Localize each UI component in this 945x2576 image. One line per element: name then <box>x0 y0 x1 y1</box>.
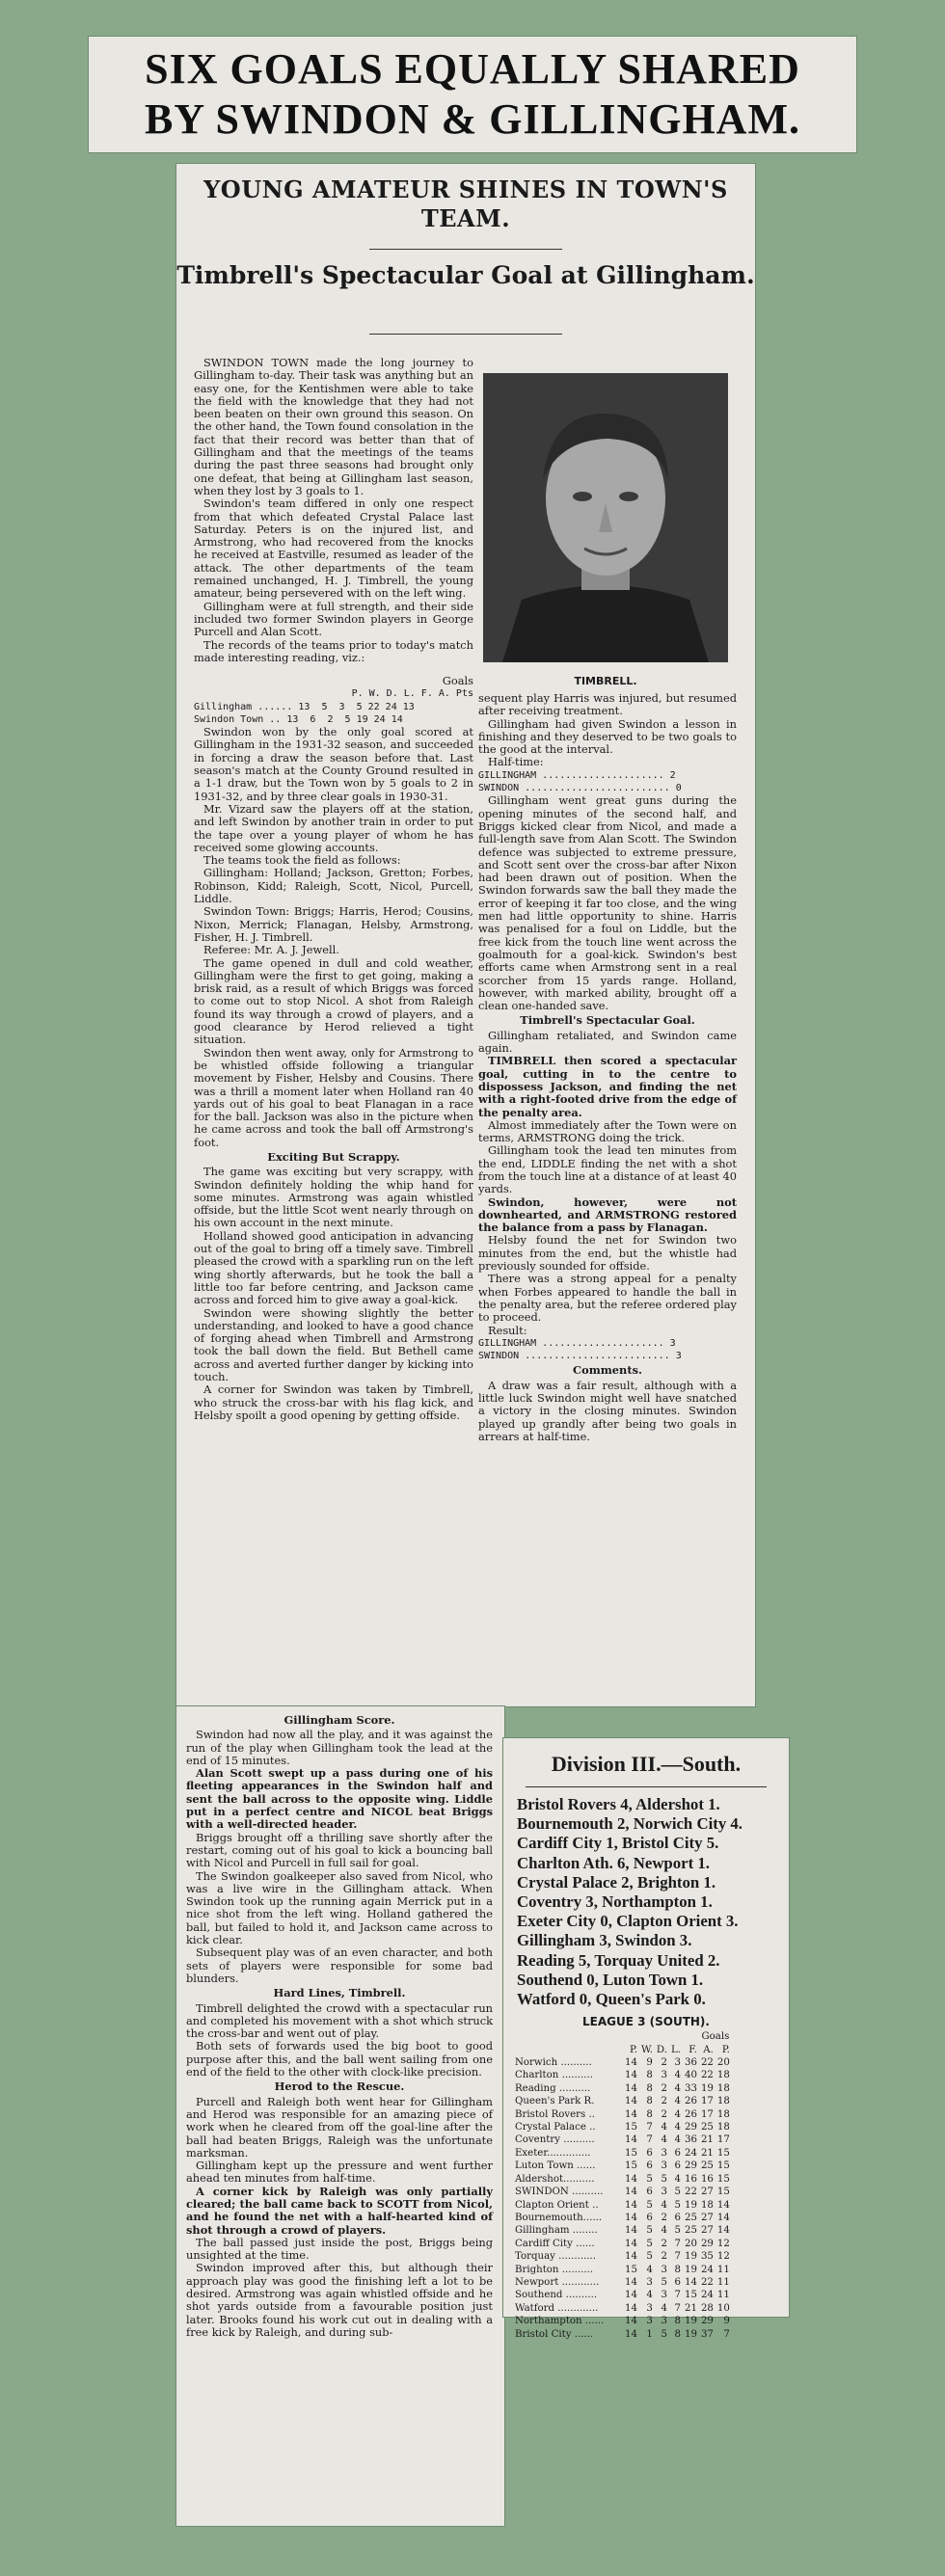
table-cell: 3 <box>661 2160 667 2172</box>
table-cell: 8 <box>674 2264 681 2275</box>
table-cell: 2 <box>661 2057 667 2069</box>
table-cell: 5 <box>646 2173 653 2185</box>
headline-line-2: BY SWINDON & GILLINGHAM. <box>145 95 800 143</box>
table-row <box>513 2212 732 2224</box>
table-cell: 26 <box>684 2108 697 2120</box>
table-cell: 1 <box>646 2328 653 2340</box>
table-cell: 24 <box>700 2264 714 2275</box>
paragraph: Swindon were showing slightly the better understanding, and looked to have a good chance of forging ahead when Timbrell and Armstrong took the ball down the field. But Bethell came across and averted further danger by kicking into touch. <box>194 1305 473 1384</box>
team-name: Newport ............ <box>515 2276 600 2288</box>
result-line: Southend 0, Luton Town 1. <box>517 1970 704 1989</box>
team-name: Clapton Orient .. <box>515 2199 599 2211</box>
table-cell: 8 <box>646 2070 653 2081</box>
table-cell: 2 <box>661 2096 667 2107</box>
division-title: Division III.—South. <box>551 1752 742 1776</box>
table-cell: 27 <box>700 2225 714 2237</box>
table-cell: 3 <box>646 2276 653 2288</box>
table-row <box>513 2289 732 2301</box>
paragraph: The Swindon goalkeeper also saved from Nicol, who was a live wire in the Gillingham attack. When Swindon took up the running again Merrick put in a nice shot from the left wing. Holland gathered the ball, but failed to hold it, and Jackson came across to kick clear. <box>186 1868 493 1947</box>
table-cell: 3 <box>646 2316 653 2327</box>
table-cell: 29 <box>700 2238 714 2249</box>
table-row <box>513 2160 732 2172</box>
table-cell: 19 <box>684 2328 697 2340</box>
team-name: Reading .......... <box>515 2082 591 2094</box>
table-cell: 15 <box>716 2187 730 2198</box>
team-name: Southend .......... <box>515 2290 598 2301</box>
headline-line-1: SIX GOALS EQUALLY SHARED <box>145 45 800 93</box>
result-line: Crystal Palace 2, Brighton 1. <box>517 1872 716 1892</box>
team-name: Bournemouth...... <box>515 2212 603 2223</box>
result-line: Bristol Rovers 4, Aldershot 1. <box>517 1795 720 1813</box>
team-name: Exeter.............. <box>515 2147 591 2159</box>
table-cell: 7 <box>674 2251 681 2263</box>
paragraph: A corner for Swindon was taken by Timbrell, who struck the cross-bar with his flag kick, and Helsby spoilt a good opening by getting offside. <box>194 1382 473 1422</box>
league-table <box>513 2030 732 2341</box>
team-name: Aldershot.......... <box>515 2173 595 2185</box>
paragraph: Almost immediately after the Town were on terms, ARMSTRONG doing the trick. <box>478 1117 737 1145</box>
paragraph: Referee: Mr. A. J. Jewell. <box>203 943 339 957</box>
table-cell: 14 <box>716 2199 730 2211</box>
table-cell: 3 <box>661 2290 667 2301</box>
table-cell: 2 <box>661 2108 667 2120</box>
league-column-header: D. <box>656 2044 667 2055</box>
table-row <box>513 2147 732 2160</box>
team-name: Torquay ............ <box>515 2251 597 2263</box>
table-cell: 14 <box>625 2070 637 2081</box>
table-cell: 4 <box>646 2264 653 2275</box>
paragraph: Swindon had now all the play, and it was against the run of the play when Gillingham took the lead at the end of 15 minutes. <box>186 1728 493 1767</box>
table-cell: 4 <box>646 2290 653 2301</box>
table-cell: 4 <box>674 2108 681 2120</box>
league-table-body <box>513 2056 732 2341</box>
crosshead-hard-lines: Hard Lines, Timbrell. <box>273 1986 406 2000</box>
subheadline-amateur: YOUNG AMATEUR SHINES IN TOWN'S TEAM. <box>203 175 728 232</box>
table-cell: 19 <box>684 2264 697 2275</box>
table-cell: 22 <box>684 2187 697 2198</box>
table-cell: 11 <box>716 2290 730 2301</box>
table-cell: 19 <box>684 2316 697 2327</box>
table-cell: 22 <box>700 2057 714 2069</box>
table-cell: 29 <box>700 2316 714 2327</box>
table-cell: 27 <box>700 2187 714 2198</box>
table-cell: 14 <box>625 2316 637 2327</box>
table-cell: 8 <box>646 2082 653 2094</box>
paragraph-bold: Alan Scott swept up a pass during one of his fleeting appearances in the Swindon half and sent the ball across to the opposite wing. Liddle put in a perfect centre and NICOL beat Briggs with a well-directed header. <box>186 1766 493 1832</box>
paragraph: There was a strong appeal for a penalty when Forbes appeared to handle the ball in the penalty area, but the referee ordered play to proceed. <box>478 1272 737 1325</box>
table-cell: 5 <box>661 2328 667 2340</box>
table-cell: 22 <box>700 2070 714 2081</box>
table-cell: 7 <box>674 2238 681 2249</box>
team-name: Gillingham ........ <box>515 2225 598 2237</box>
divider <box>369 334 562 335</box>
paragraph: A draw was a fair result, although with a little luck Swindon might well have snatched a victory in the closing minutes. Swindon played up grandly after being two goals in arrears at half-time. <box>478 1378 737 1443</box>
table-cell: 21 <box>700 2134 714 2146</box>
result-line: Coventry 3, Northampton 1. <box>517 1892 713 1912</box>
table-cell: 14 <box>625 2173 637 2185</box>
paragraph: Gillingham took the lead ten minutes from the end, LIDDLE finding the net with a shot from the touch line at a distance of at least 40 yards. <box>478 1143 737 1196</box>
table-cell: 18 <box>700 2199 714 2211</box>
table-cell: 10 <box>716 2302 730 2314</box>
table-cell: 4 <box>674 2070 681 2081</box>
table-cell: 6 <box>646 2160 653 2172</box>
table-cell: 3 <box>674 2057 681 2069</box>
result-line: Charlton Ath. 6, Newport 1. <box>517 1853 710 1872</box>
table-cell: 4 <box>661 2134 667 2146</box>
team-name: Bristol Rovers .. <box>515 2108 595 2120</box>
table-row <box>513 2264 732 2276</box>
table-row <box>513 2302 732 2315</box>
table-cell: 7 <box>646 2122 653 2133</box>
table-cell: 4 <box>661 2225 667 2237</box>
table-cell: 14 <box>625 2238 637 2249</box>
table-cell: 3 <box>661 2264 667 2275</box>
table-cell: 3 <box>661 2187 667 2198</box>
table-cell: 6 <box>646 2147 653 2159</box>
league-header-row <box>513 2044 732 2056</box>
table-row <box>513 2082 732 2095</box>
table-row <box>513 2069 732 2081</box>
paragraph: Swindon improved after this, but although their approach play was good the finishing left a lot to be desired. Armstrong was again whistled offside and he shot yards outside from a favourable position just later. Brooks found his work cut out in dealing with a free kick by Raleigh, and during sub- <box>186 2261 493 2339</box>
records-goals-label: Goals <box>442 674 473 687</box>
league-column-header <box>513 2044 623 2056</box>
table-cell: 25 <box>684 2212 697 2223</box>
result-line: Cardiff City 1, Bristol City 5. <box>517 1834 719 1853</box>
paragraph: The game opened in dull and cold weather, Gillingham were the first to get going, making a brisk raid, as a result of which Briggs was forced to come out to stop Nicol. A shot from Raleigh found its way through a crowd of players, and a good clearance by Herod relieved a tight situation. <box>194 955 473 1047</box>
table-cell: 26 <box>684 2096 697 2107</box>
result-row: SWINDON ......................... 3 <box>478 1351 682 1362</box>
crosshead-gillingham-score: Gillingham Score. <box>284 1713 395 1727</box>
crosshead-exciting: Exciting But Scrappy. <box>267 1149 400 1164</box>
table-cell: 2 <box>661 2082 667 2094</box>
table-cell: 24 <box>684 2147 697 2159</box>
result-line: Reading 5, Torquay United 2. <box>517 1950 720 1970</box>
table-row <box>513 2224 732 2237</box>
table-cell: 14 <box>684 2276 697 2288</box>
paragraph: Swindon then went away, only for Armstrong to be whistled offside following a triangular movement by Fisher, Helsby and Cousins. There was a thrill a moment later when Holland ran 40 yards out of his goal to beat Flanagan in a race for the ball. Jackson was also in the picture when he came across and took the ball off Armstrong's foot. <box>194 1045 473 1149</box>
article-clipping <box>176 164 755 1706</box>
team-name: Charlton .......... <box>515 2070 593 2081</box>
table-cell: 14 <box>625 2134 637 2146</box>
table-row <box>513 2133 732 2146</box>
table-cell: 15 <box>716 2173 730 2185</box>
table-cell: 7 <box>723 2328 730 2340</box>
column-1-top <box>194 357 473 675</box>
paragraph: Gillingham went great guns during the opening minutes of the second half, and Briggs kicked clear from Nicol, and made a full-length save from Alan Scott. The Swindon defence was subjected to extreme pressure, and Scott sent over the cross-bar after Nixon had been drawn out of position. When the Swindon forwards saw the ball they made the error of keeping it far too close, and the wing men had little opportunity to shine. Harris was penalised for a foul on Liddle, but the free kick from the touch line went across the goalmouth for a goal-kick. Swindon's best efforts came when Armstrong sent in a real scorcher from 15 yards range. Holland, however, with marked ability, brought off a clean one-handed save. <box>478 793 737 1013</box>
table-cell: 14 <box>625 2290 637 2301</box>
table-cell: 16 <box>700 2173 714 2185</box>
table-cell: 27 <box>700 2212 714 2223</box>
paragraph: Gillingham: Holland; Jackson, Gretton; Forbes, Robinson, Kidd; Raleigh, Scott, Nicol, Purcell, Liddle. <box>194 866 473 906</box>
table-cell: 19 <box>700 2082 714 2094</box>
table-cell: 22 <box>700 2276 714 2288</box>
halftime-label: Half-time: <box>488 755 544 769</box>
records-header: P. W. D. L. F. A. Pts <box>351 688 473 700</box>
result-line: Watford 0, Queen's Park 0. <box>517 1990 706 2009</box>
table-row <box>513 2315 732 2327</box>
table-cell: 14 <box>625 2276 637 2288</box>
table-cell: 9 <box>723 2316 730 2327</box>
table-cell: 17 <box>700 2108 714 2120</box>
team-name: Luton Town ...... <box>515 2160 596 2172</box>
table-cell: 33 <box>684 2082 697 2094</box>
table-row <box>513 2276 732 2289</box>
team-name: Northampton ...... <box>515 2316 605 2327</box>
table-cell: 5 <box>661 2173 667 2185</box>
halftime-row: GILLINGHAM ..................... 2 <box>478 769 676 781</box>
table-cell: 16 <box>684 2173 697 2185</box>
photo-caption: TIMBRELL. <box>574 675 637 687</box>
result-line: Exeter City 0, Clapton Orient 3. <box>517 1912 739 1931</box>
table-cell: 14 <box>625 2108 637 2120</box>
league-column-header: W. <box>640 2044 653 2055</box>
team-name: Cardiff City ...... <box>515 2238 595 2249</box>
paragraph: Gillingham kept up the pressure and went further ahead ten minutes from half-time. <box>186 2159 493 2186</box>
table-cell: 3 <box>661 2070 667 2081</box>
table-cell: 6 <box>674 2147 681 2159</box>
table-cell: 4 <box>674 2173 681 2185</box>
team-name: Coventry .......... <box>515 2134 595 2146</box>
table-cell: 6 <box>674 2160 681 2172</box>
table-cell: 8 <box>646 2096 653 2107</box>
table-cell: 12 <box>716 2238 730 2249</box>
table-cell: 17 <box>700 2096 714 2107</box>
result-line: Gillingham 3, Swindon 3. <box>517 1931 692 1950</box>
table-cell: 9 <box>646 2057 653 2069</box>
team-name: Bristol City ...... <box>515 2328 594 2340</box>
team-name: Brighton .......... <box>515 2264 594 2275</box>
table-cell: 2 <box>661 2251 667 2263</box>
paragraph: The game was exciting but very scrappy, with Swindon definitely holding the whip hand for some minutes. Armstrong was again whistled offside, but the little Scot went nearly through on his own account in the next minute. <box>194 1165 473 1230</box>
table-cell: 14 <box>716 2212 730 2223</box>
subheadline-timbrell: Timbrell's Spectacular Goal at Gillingham. <box>176 261 755 289</box>
table-cell: 11 <box>716 2264 730 2275</box>
table-cell: 14 <box>716 2225 730 2237</box>
table-cell: 25 <box>684 2225 697 2237</box>
paragraph: Swindon won by the only goal scored at Gillingham in the 1931-32 season, and succeeded in forcing a draw the season before that. Last season's match at the County Ground resulted in a 1-1 draw, but the Town won by 5 goals to 2 in 1931-32, and by three clear goals in 1930-31. <box>194 725 473 803</box>
table-cell: 4 <box>674 2082 681 2094</box>
table-cell: 14 <box>625 2096 637 2107</box>
table-cell: 11 <box>716 2276 730 2288</box>
paragraph: Both sets of forwards used the big boot to good purpose after this, and the ball went sailing from one end of the field to the other with clock-like precision. <box>186 2039 493 2080</box>
table-cell: 6 <box>674 2276 681 2288</box>
table-cell: 2 <box>661 2212 667 2223</box>
table-cell: 6 <box>646 2212 653 2223</box>
table-cell: 5 <box>674 2187 681 2198</box>
table-cell: 4 <box>674 2134 681 2146</box>
table-cell: 14 <box>625 2199 637 2211</box>
paragraph: The ball passed just inside the post, Briggs being unsighted at the time. <box>186 2235 493 2263</box>
table-cell: 25 <box>700 2160 714 2172</box>
table-cell: 7 <box>674 2302 681 2314</box>
paragraph: Helsby found the net for Swindon two minutes from the end, but the whistle had previously sounded for offside. <box>478 1233 737 1274</box>
paragraph: Timbrell delighted the crowd with a spectacular run and completed his movement with a shot which struck the cross-bar and went out of play. <box>186 2000 493 2041</box>
paragraph-bold: Swindon, however, were not downhearted, and ARMSTRONG restored the balance from a pass by Flanagan. <box>478 1194 737 1235</box>
headline-clipping <box>89 37 856 152</box>
table-cell: 5 <box>646 2251 653 2263</box>
table-cell: 4 <box>661 2302 667 2314</box>
table-cell: 15 <box>625 2264 637 2275</box>
table-cell: 20 <box>684 2238 697 2249</box>
table-cell: 29 <box>684 2122 697 2133</box>
table-cell: 15 <box>625 2160 637 2172</box>
paragraph: Swindon Town: Briggs; Harris, Herod; Cousins, Nixon, Merrick; Flanagan, Helsby, Armstrong, Fisher, H. J. Timbrell. <box>194 904 473 944</box>
table-cell: 17 <box>716 2134 730 2146</box>
team-name: SWINDON .......... <box>515 2187 604 2198</box>
league-title: LEAGUE 3 (SOUTH). <box>582 2015 710 2029</box>
table-cell: 3 <box>661 2316 667 2327</box>
table-cell: 35 <box>700 2251 714 2263</box>
paragraph: Gillingham had given Swindon a lesson in finishing and they deserved to be two goals to the good at the interval. <box>478 716 737 757</box>
table-cell: 12 <box>716 2251 730 2263</box>
paragraph: Swindon's team differed in only one respect from that which defeated Crystal Palace last Saturday. Peters is on the injured list, and Armstrong, who had recovered from the knocks he received at Eastville, resumed as leader of the attack. The other departments of the team remained unchanged, H. J. Timbrell, the young amateur, being persevered with on the left wing. <box>194 496 473 601</box>
paragraph: Gillingham retaliated, and Swindon came again. <box>478 1028 737 1056</box>
table-cell: 18 <box>716 2082 730 2094</box>
division-clipping <box>503 1738 789 2340</box>
table-cell: 14 <box>625 2057 637 2069</box>
league-column-header: A. <box>703 2044 714 2055</box>
paragraph: Gillingham were at full strength, and their side included two former Swindon players in George Purcell and Alan Scott. <box>194 599 473 639</box>
table-cell: 18 <box>716 2096 730 2107</box>
table-cell: 8 <box>646 2108 653 2120</box>
table-cell: 8 <box>674 2328 681 2340</box>
team-name: Norwich .......... <box>515 2057 592 2069</box>
results-list <box>503 1795 789 2009</box>
table-cell: 6 <box>674 2212 681 2223</box>
table-cell: 19 <box>684 2251 697 2263</box>
table-cell: 7 <box>674 2290 681 2301</box>
table-cell: 15 <box>625 2122 637 2133</box>
table-cell: 6 <box>646 2187 653 2198</box>
team-name: Queen's Park R. <box>515 2096 595 2107</box>
table-cell: 21 <box>700 2147 714 2159</box>
table-cell: 14 <box>625 2328 637 2340</box>
table-cell: 19 <box>684 2199 697 2211</box>
table-cell: 5 <box>646 2199 653 2211</box>
table-cell: 21 <box>684 2302 697 2314</box>
table-cell: 5 <box>674 2225 681 2237</box>
table-cell: 15 <box>684 2290 697 2301</box>
table-cell: 24 <box>700 2290 714 2301</box>
table-cell: 14 <box>625 2082 637 2094</box>
player-photo <box>483 373 728 662</box>
table-cell: 36 <box>684 2134 697 2146</box>
crosshead-spectacular: Timbrell's Spectacular Goal. <box>520 1013 695 1028</box>
table-cell: 18 <box>716 2122 730 2133</box>
team-name: Crystal Palace .. <box>515 2122 596 2133</box>
paragraph: sequent play Harris was injured, but resumed after receiving treatment. <box>478 691 737 718</box>
paragraph-bold: A corner kick by Raleigh was only partially cleared; the ball came back to SCOTT from Nicol, and he found the net with a half-hearted kind of shot through a crowd of players. <box>186 2184 493 2237</box>
table-row <box>513 2186 732 2198</box>
team-name: Watford ............. <box>515 2302 599 2314</box>
result-line: Bournemouth 2, Norwich City 4. <box>517 1814 743 1834</box>
column-1-bottom <box>194 675 473 1706</box>
paragraph: Briggs brought off a thrilling save shortly after the restart, coming out of his goal to kick a bouncing ball with Nicol and Purcell in full sail for goal. <box>186 1830 493 1870</box>
table-cell: 36 <box>684 2057 697 2069</box>
table-row <box>513 2095 732 2107</box>
league-column-header: P. <box>629 2044 637 2055</box>
table-cell: 15 <box>716 2160 730 2172</box>
continuation-column <box>186 1712 493 2522</box>
paragraph-bold: TIMBRELL then scored a spectacular goal, cutting in to the centre to dispossess Jackson, and finding the net with a right-footed drive from the edge of the penalty area. <box>478 1054 737 1119</box>
table-cell: 4 <box>661 2122 667 2133</box>
league-column-header: F. <box>688 2044 697 2055</box>
table-row <box>513 2328 732 2341</box>
paragraph: The teams took the field as follows: <box>203 853 401 868</box>
paragraph: The records of the teams prior to today's match made interesting reading, viz.: <box>194 637 473 664</box>
paragraph: SWINDON TOWN made the long journey to Gillingham to-day. Their task was anything but an easy one, for the Kentishmen were able to take the field with the knowledge that they had not been beaten on their own ground this season. On the other hand, the Town found consolation in the fact that their record was better than that of Gillingham and that the meetings of the teams during the past three seasons had brought only one defeat, that being at Gillingham last season, when they lost by 3 goals to 1. <box>194 356 473 497</box>
table-row <box>513 2108 732 2121</box>
table-cell: 15 <box>716 2147 730 2159</box>
table-cell: 2 <box>661 2238 667 2249</box>
crosshead-herod: Herod to the Rescue. <box>274 2080 405 2094</box>
paragraph: Holland showed good anticipation in advancing out of the goal to bring off a timely save. Timbrell pleased the crowd with a sparkling run on the left wing shortly afterwards, but he took the ball a little too far before centring, and Jackson came across and forced him to give away a goal-kick. <box>194 1228 473 1307</box>
portrait-image <box>483 373 728 662</box>
table-cell: 3 <box>661 2147 667 2159</box>
column-2 <box>478 692 737 1704</box>
result-row: GILLINGHAM ..................... 3 <box>478 1337 676 1349</box>
table-row <box>513 2250 732 2263</box>
paragraph: Purcell and Raleigh both went hear for Gillingham and Herod was responsible for an amazing piece of work when he cleared from off the goal-line after the ball had beaten Briggs, Raleigh was the unfortunate marksman. <box>186 2094 493 2160</box>
table-row <box>513 2056 732 2069</box>
paragraph: Subsequent play was of an even character, and both sets of players were responsible for some bad blunders. <box>186 1945 493 1985</box>
table-cell: 14 <box>625 2187 637 2198</box>
table-cell: 8 <box>674 2316 681 2327</box>
table-cell: 14 <box>625 2225 637 2237</box>
records-row: Swindon Town .. 13 6 2 5 19 24 14 <box>194 713 403 725</box>
table-cell: 14 <box>625 2212 637 2223</box>
table-cell: 5 <box>646 2238 653 2249</box>
goals-label: Goals <box>701 2031 730 2043</box>
table-row <box>513 2121 732 2133</box>
result-label: Result: <box>488 1323 527 1337</box>
records-row: Gillingham ...... 13 5 3 5 22 24 13 <box>194 701 415 712</box>
table-cell: 4 <box>674 2096 681 2107</box>
table-cell: 7 <box>646 2134 653 2146</box>
table-row <box>513 2173 732 2186</box>
table-cell: 15 <box>625 2147 637 2159</box>
table-cell: 4 <box>661 2199 667 2211</box>
table-cell: 4 <box>674 2122 681 2133</box>
table-row <box>513 2199 732 2212</box>
divider <box>369 249 562 250</box>
table-row <box>513 2238 732 2250</box>
table-cell: 18 <box>716 2070 730 2081</box>
table-cell: 18 <box>716 2108 730 2120</box>
halftime-row: SWINDON ......................... 0 <box>478 783 682 794</box>
divider <box>526 1786 767 1787</box>
table-cell: 5 <box>674 2199 681 2211</box>
table-cell: 29 <box>684 2160 697 2172</box>
continuation-clipping <box>176 1706 504 2526</box>
table-cell: 37 <box>700 2328 714 2340</box>
paragraph: Mr. Vizard saw the players off at the station, and left Swindon by another train in order to put the tape over a young player of whom he has received some glowing accounts. <box>194 801 473 854</box>
table-cell: 20 <box>716 2057 730 2069</box>
league-column-header: L. <box>670 2044 681 2055</box>
table-cell: 40 <box>684 2070 697 2081</box>
table-cell: 14 <box>625 2251 637 2263</box>
crosshead-comments: Comments. <box>573 1363 642 1378</box>
table-cell: 28 <box>700 2302 714 2314</box>
goals-label-row <box>513 2030 732 2043</box>
table-cell: 5 <box>646 2225 653 2237</box>
table-cell: 3 <box>646 2302 653 2314</box>
table-cell: 14 <box>625 2302 637 2314</box>
league-column-header: P. <box>721 2044 730 2055</box>
table-cell: 25 <box>700 2122 714 2133</box>
table-cell: 5 <box>661 2276 667 2288</box>
